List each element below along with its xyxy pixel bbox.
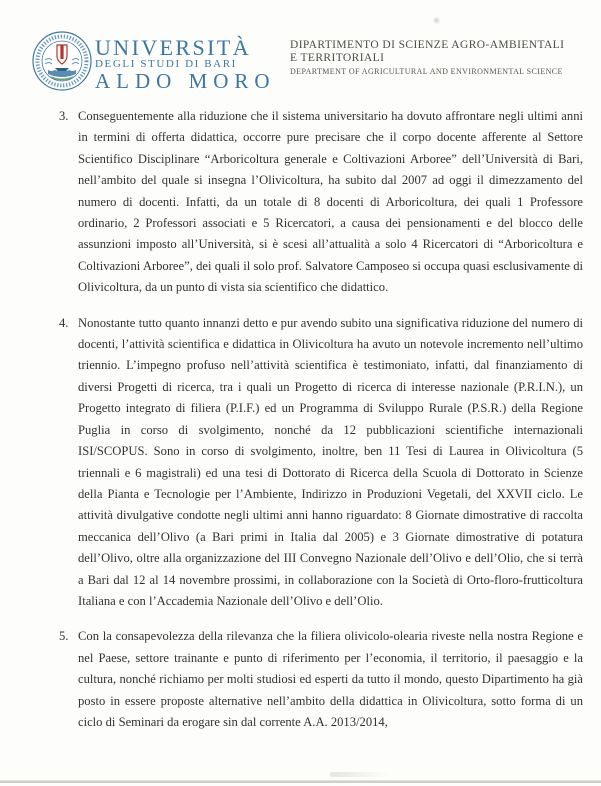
document-body	[59, 106, 583, 747]
paragraph-5	[59, 626, 583, 733]
department-name-line1: DIPARTIMENTO DI SCIENZE AGRO-AMBIENTALI	[290, 39, 565, 51]
university-subname: DEGLI STUDI DI BARI	[95, 58, 237, 70]
university-seal-logo	[31, 30, 93, 92]
university-seal-icon	[31, 30, 93, 92]
paragraph-text: Nonostante tutto quanto innanzi detto e pur avendo subito una significativa riduzione del numero di docenti, l’attività scientifica e didattica in Olivicoltura ha avuto un notevole incremento nell’ultimo triennio. L’impegno profuso nell’attività scientifica è testimoniato, infatti, dal finanziamento di diversi Progetti di ricerca, tra i quali un Progetto di ricerca di interesse nazionale (P.R.I.N.), un Progetto integrato di filiera (P.I.F.) ed un Programma di Sviluppo Rurale (P.S.R.) della Regione Puglia in corso di svolgimento, nonché da 12 pubblicazioni scientifiche internazionali ISI/SCOPUS. Sono in corso di svolgimento, inoltre, ben 11 Tesi di Laurea in Olivicoltura (5 triennali e 6 magistrali) ed una tesi di Dottorato di Ricerca della Scuola di Dottorato in Scienze della Pianta e Tecnologie per l’Ambiente, Indirizzo in Produzioni Vegetali, del XXVII ciclo. Le attività divulgative condotte negli ultimi anni hanno riguardato: 8 Giornate dimostrative di raccolta meccanica dell’Olivo (a Bari primi in Italia dal 2005) e 3 Giornate dimostrative di potatura dell’Olivo, oltre alla organizzazione del III Convegno Nazionale dell’Olivo e dell’Olio, che si terrà a Bari dal 12 al 14 novembre prossimi, in collaborazione con la Società di Orto-floro-frutticoltura Italiana e con l’Accademia Nazionale dell’Olivo e dell’Olio.	[78, 315, 583, 608]
department-name-line2: E TERRITORIALI	[290, 51, 385, 64]
paragraph-text: Con la consapevolezza della rilevanza che la filiera olivicolo-olearia riveste nella nostra Regione e nel Paese, settore trainante e punto di riferimento per l’economia, il territorio, il paesaggio e la cultura, nonché richiamo per molti studiosi ed esperti da tutto il mondo, questo Dipartimento ha già posto in essere proposte alternative nell’ambito della didattica in Olivicoltura, sotto forma di un ciclo di Seminari da erogare sin dal corrente A.A. 2013/2014,	[78, 629, 583, 729]
university-wordmark	[95, 35, 276, 93]
university-aldo-moro: ALDO MORO	[95, 69, 276, 93]
scan-artifact-smudge	[330, 772, 390, 777]
department-name-english: DEPARTMENT OF AGRICULTURAL AND ENVIRONMENTAL SCIENCE	[290, 67, 563, 76]
department-block	[290, 39, 564, 77]
university-name: UNIVERSITÀ	[95, 35, 251, 60]
paragraph-3	[59, 106, 583, 299]
paragraph-number: 3.	[59, 109, 69, 123]
paragraph-4	[59, 313, 583, 613]
paragraph-text: Conseguentemente alla riduzione che il sistema universitario ha dovuto affrontare negli ultimi anni in termini di offerta didattica, occorre pure precisare che il corpo docente afferente al Settore Scientifico Disciplinare “Arboricoltura generale e Coltivazioni Arboree” dell’Università di Bari, nell’ambito del quale si insegna l’Olivicoltura, ha subito dal 2007 ad oggi il dimezzamento del numero di docenti. Infatti, da un totale di 8 docenti di Arboricoltura, dei quali 1 Professore ordinario, 2 Professori associati e 5 Ricercatori, a causa dei pensionamenti e del blocco delle assunzioni imposto all’Università, si è scesi all’attualità a solo 4 Ricercatori di “Arboricoltura e Coltivazioni Arboree”, dei quali il solo prof. Salvatore Camposeo si occupa quasi esclusivamente di Olivicoltura, da un punto di vista sia scientifico che didattico.	[78, 109, 583, 295]
letterhead	[0, 0, 601, 100]
scan-edge-line	[0, 780, 601, 783]
paragraph-number: 4.	[59, 315, 69, 330]
paragraph-number: 5.	[59, 629, 69, 644]
scan-artifact-mark	[433, 16, 440, 25]
